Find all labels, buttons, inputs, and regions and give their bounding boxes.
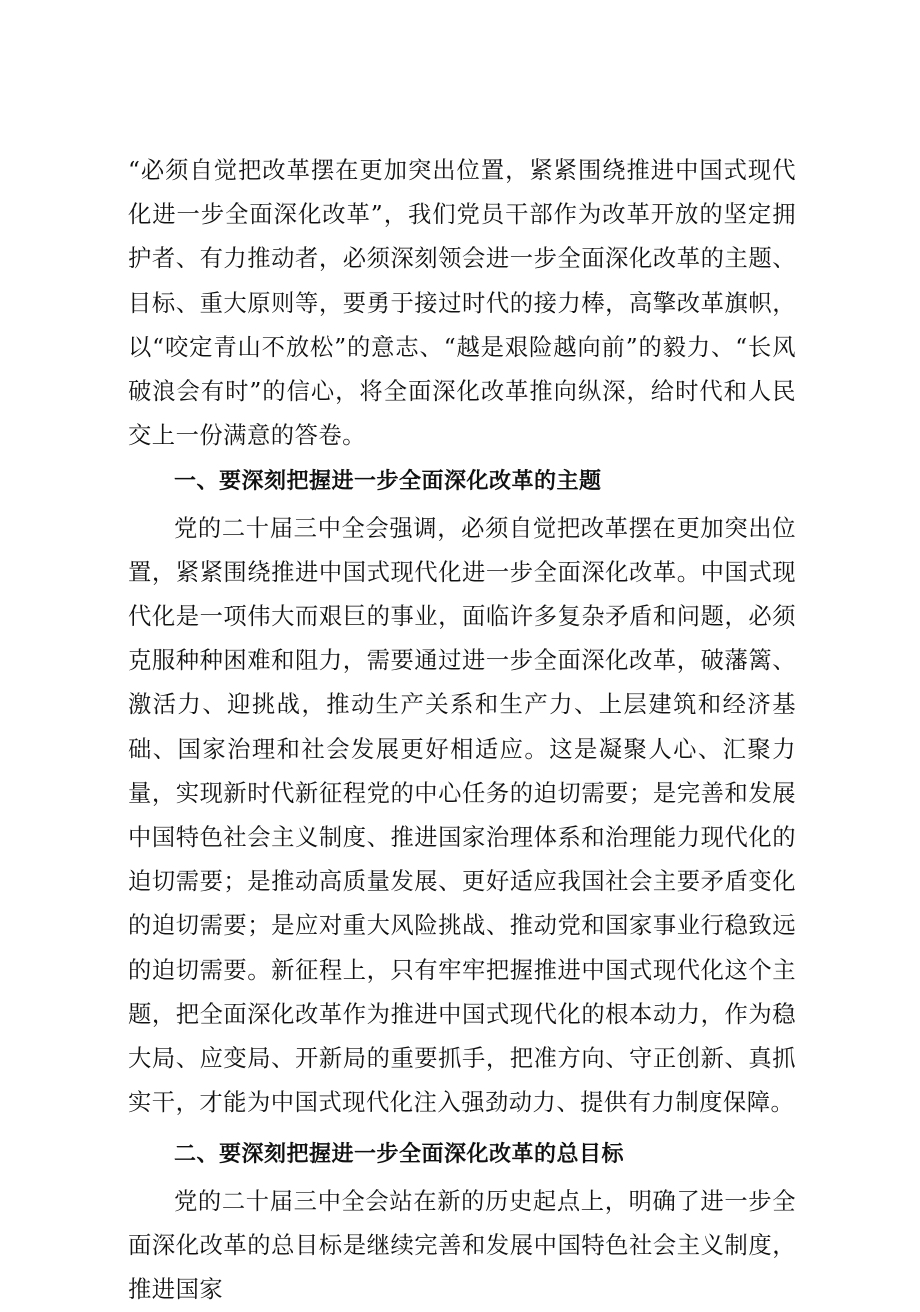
section-1-heading: 一、要深刻把握进一步全面深化改革的主题 (174, 469, 602, 495)
intro-paragraph: “必须自觉把改革摆在更加突出位置，紧紧围绕推进中国式现代化进一步全面深化改革”，我们党员干部作为改革开放的坚定拥护者、有力推动者，必须深刻领会进一步全面深化改革的主题、目标、重大原则等，要勇于接过时代的接力棒，高擎改革旗帜，以“咬定青山不放松”的意志、“越是艰险越向前”的毅力、“长风破浪会有时”的信心，将全面深化改革推向纵深，给时代和人民交上一份满意的答卷。 (128, 157, 796, 450)
section-1-paragraph: 党的二十届三中全会强调，必须自觉把改革摆在更加突出位置，紧紧围绕推进中国式现代化进一步全面深化改革。中国式现代化是一项伟大而艰巨的事业，面临许多复杂矛盾和问题，必须克服种种困难和阻力，需要通过进一步全面深化改革，破藩篱、激活力、迎挑战，推动生产关系和生产力、上层建筑和经济基础、国家治理和社会发展更好相适应。这是凝聚人心、汇聚力量，实现新时代新征程党的中心任务的迫切需要；是完善和发展中国特色社会主义制度、推进国家治理体系和治理能力现代化的迫切需要；是推动高质量发展、更好适应我国社会主要矛盾变化的迫切需要；是应对重大风险挑战、推动党和国家事业行稳致远的迫切需要。新征程上，只有牢牢把握推进中国式现代化这个主题，把全面深化改革作为推进中国式现代化的根本动力，作为稳大局、应变局、开新局的重要抓手，把准方向、守正创新、真抓实干，才能为中国式现代化注入强劲动力、提供有力制度保障。 (128, 514, 796, 1117)
section-2-paragraph: 党的二十届三中全会站在新的历史起点上，明确了进一步全面深化改革的总目标是继续完善和发展中国特色社会主义制度，推进国家 (128, 1187, 796, 1304)
section-2-heading: 二、要深刻把握进一步全面深化改革的总目标 (174, 1142, 625, 1168)
document-body (128, 149, 796, 1312)
